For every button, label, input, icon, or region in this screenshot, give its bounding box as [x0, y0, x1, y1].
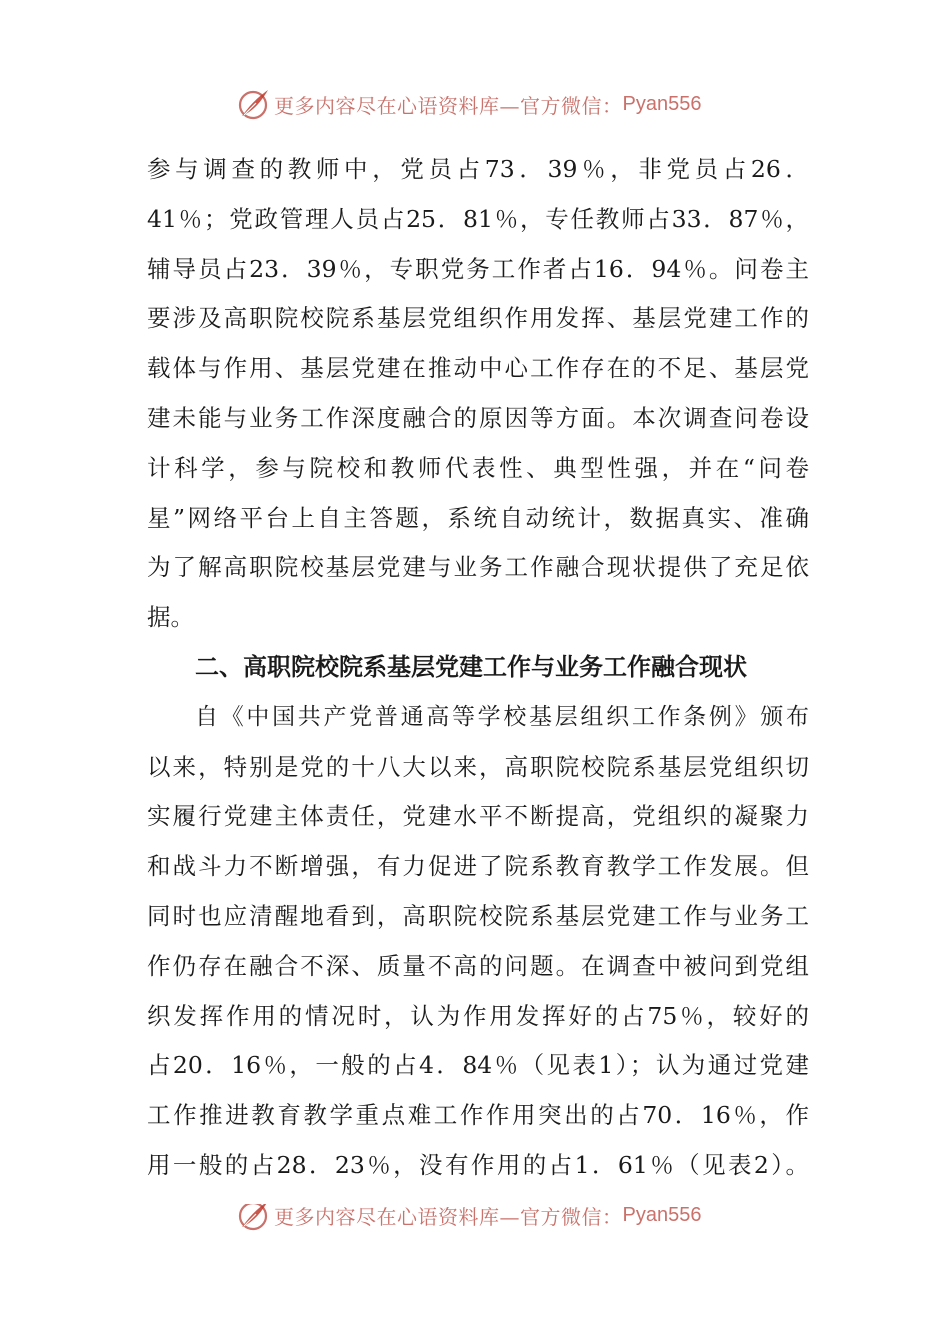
text-line: 以来，特别是党的十八大以来，高职院校院系基层党组织切: [147, 752, 809, 781]
quill-logo-icon: [236, 1204, 272, 1233]
paragraph-survey-overview: [147, 145, 809, 643]
paragraph-current-status: [147, 693, 809, 1191]
watermark-wechat-id: Pyan556: [622, 92, 702, 115]
section-heading: 二、高职院校院系基层党建工作与业务工作融合现状: [195, 652, 747, 681]
text-line: 辅导员占23．39％，专职党务工作者占16．94％。问卷主: [147, 254, 809, 283]
document-body: [147, 145, 809, 1191]
watermark-text: 更多内容尽在心语资料库—官方微信：: [274, 93, 623, 118]
text-line: 要涉及高职院校院系基层党组织作用发挥、基层党建工作的: [147, 304, 809, 333]
text-line: 织发挥作用的情况时，认为作用发挥好的占75％，较好的: [147, 1001, 809, 1030]
text-line: 星”网络平台上自主答题，系统自动统计，数据真实、准确: [147, 503, 809, 532]
text-line: 占20．16％，一般的占4．84％（见表1）；认为通过党建: [147, 1051, 809, 1080]
watermark-text: 更多内容尽在心语资料库—官方微信：: [274, 1204, 623, 1229]
text-line: 用一般的占28．23％，没有作用的占1．61％（见表2）。: [147, 1150, 809, 1179]
text-line: 载体与作用、基层党建在推动中心工作存在的不足、基层党: [147, 354, 809, 383]
watermark-footer: [236, 1204, 701, 1234]
quill-logo-icon: [236, 86, 272, 122]
watermark-wechat-id: Pyan556: [622, 1204, 702, 1226]
text-line: 41％；党政管理人员占25．81％，专任教师占33．87％，: [147, 204, 809, 233]
text-line: 建未能与业务工作深度融合的原因等方面。本次调查问卷设: [147, 403, 809, 432]
text-line: 据。: [147, 603, 194, 632]
text-line: 作仍存在融合不深、质量不高的问题。在调查中被问到党组: [147, 951, 809, 980]
text-line: 实履行党建主体责任，党建水平不断提高，党组织的凝聚力: [147, 802, 809, 831]
text-line: 和战斗力不断增强，有力促进了院系教育教学工作发展。但: [147, 852, 809, 881]
text-line: 同时也应清醒地看到，高职院校院系基层党建工作与业务工: [147, 901, 809, 930]
text-line: 工作推进教育教学重点难工作作用突出的占70．16％，作: [147, 1101, 809, 1130]
text-line: 参与调查的教师中，党员占73．39％，非党员占26．: [147, 155, 809, 183]
text-line: 计科学，参与院校和教师代表性、典型性强，并在“问卷: [147, 453, 809, 482]
watermark-header: [236, 86, 701, 122]
text-line: 为了解高职院校基层党建与业务工作融合现状提供了充足依: [147, 553, 809, 582]
text-line-first: 自《中国共产党普通高等学校基层组织工作条例》颁布: [195, 703, 809, 730]
